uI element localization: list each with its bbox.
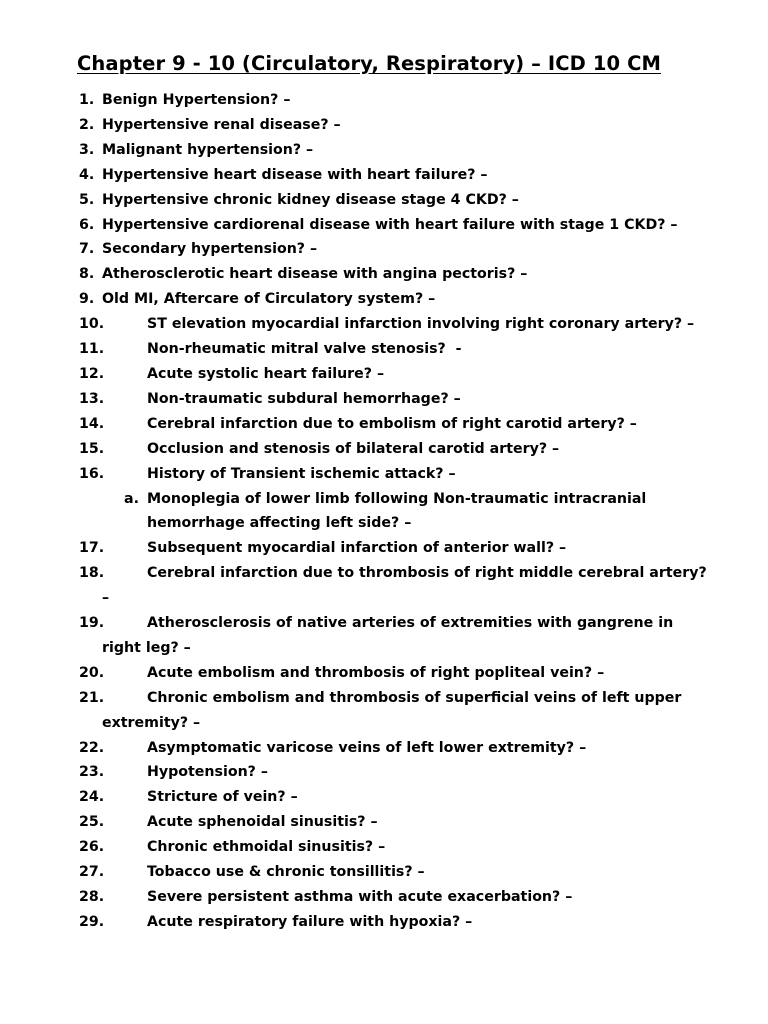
list-item bbox=[0, 262, 768, 287]
item-text: Secondary hypertension? – bbox=[102, 241, 318, 258]
list-item bbox=[0, 387, 768, 412]
item-number: 11. bbox=[79, 341, 105, 358]
item-number: 21. bbox=[79, 689, 105, 706]
item-number: 12. bbox=[79, 365, 105, 382]
item-text: Acute respiratory failure with hypoxia? – bbox=[147, 913, 473, 930]
item-number: 22. bbox=[79, 739, 105, 756]
item-text: Monoplegia of lower limb following Non-traumatic intracranial hemorrhage affecting left side? – bbox=[147, 490, 647, 532]
page-title: Chapter 9 - 10 (Circulatory, Respiratory) – ICD 10 CM bbox=[77, 52, 661, 75]
item-number: 18. bbox=[79, 565, 105, 582]
list-item bbox=[0, 337, 768, 362]
list-item bbox=[0, 661, 768, 686]
item-number: 13. bbox=[79, 390, 105, 407]
item-number: 16. bbox=[79, 465, 105, 482]
list-item bbox=[0, 760, 768, 785]
item-text: Hypertensive renal disease? – bbox=[102, 116, 341, 133]
list-item bbox=[0, 163, 768, 188]
item-text: Severe persistent asthma with acute exacerbation? – bbox=[147, 889, 573, 905]
item-text: Acute sphenoidal sinusitis? – bbox=[147, 814, 378, 831]
item-text: ST elevation myocardial infarction involving right coronary artery? – bbox=[147, 316, 695, 333]
list-item bbox=[0, 860, 768, 885]
list-item bbox=[0, 736, 768, 761]
list-item bbox=[0, 138, 768, 163]
list-item bbox=[0, 113, 768, 138]
list-item bbox=[0, 237, 768, 262]
item-number: 28. bbox=[79, 889, 105, 905]
item-letter: a. bbox=[124, 490, 139, 507]
item-text: Stricture of vein? – bbox=[147, 789, 298, 806]
item-number: 6. bbox=[79, 216, 95, 233]
list-item bbox=[0, 362, 768, 387]
item-text: Hypertensive heart disease with heart failure? – bbox=[102, 166, 488, 183]
item-number: 9. bbox=[79, 291, 95, 308]
item-text: Subsequent myocardial infarction of anterior wall? – bbox=[147, 540, 567, 557]
list-item bbox=[0, 885, 768, 910]
list-subitem bbox=[0, 487, 768, 537]
list-item bbox=[0, 312, 768, 337]
list-item bbox=[0, 561, 768, 611]
list-item bbox=[0, 437, 768, 462]
item-text: Atherosclerotic heart disease with angina pectoris? – bbox=[102, 266, 528, 283]
item-text: Malignant hypertension? – bbox=[102, 141, 314, 158]
list-item bbox=[0, 412, 768, 437]
item-number: 14. bbox=[79, 415, 105, 432]
item-text: Tobacco use & chronic tonsillitis? – bbox=[147, 864, 425, 881]
item-number: 3. bbox=[79, 141, 95, 158]
item-text: Hypertensive cardiorenal disease with heart failure with stage 1 CKD? – bbox=[102, 216, 678, 233]
list-item bbox=[0, 686, 768, 736]
item-text: Hypotension? – bbox=[147, 764, 268, 781]
item-text: Chronic ethmoidal sinusitis? – bbox=[147, 839, 386, 856]
item-number: 17. bbox=[79, 540, 105, 557]
list-item bbox=[0, 213, 768, 238]
item-text: Non-traumatic subdural hemorrhage? – bbox=[147, 390, 461, 407]
question-list bbox=[0, 88, 768, 935]
item-number: 8. bbox=[79, 266, 95, 283]
item-number: 19. bbox=[79, 615, 105, 632]
list-item bbox=[0, 835, 768, 860]
item-text: Occlusion and stenosis of bilateral carotid artery? – bbox=[147, 440, 560, 457]
item-text: Acute systolic heart failure? – bbox=[147, 365, 385, 382]
item-number: 29. bbox=[79, 913, 105, 930]
item-text: Cerebral infarction due to embolism of right carotid artery? – bbox=[147, 415, 637, 432]
item-number: 27. bbox=[79, 864, 105, 881]
item-number: 25. bbox=[79, 814, 105, 831]
item-number: 5. bbox=[79, 191, 95, 208]
item-text: Old MI, Aftercare of Circulatory system? – bbox=[102, 291, 436, 308]
item-text: History of Transient ischemic attack? – bbox=[147, 465, 456, 482]
item-text: Hypertensive chronic kidney disease stage 4 CKD? – bbox=[102, 191, 519, 208]
list-item bbox=[0, 536, 768, 561]
item-text: Non-rheumatic mitral valve stenosis? - bbox=[147, 341, 462, 358]
list-item bbox=[0, 785, 768, 810]
item-number: 10. bbox=[79, 316, 105, 333]
list-item bbox=[0, 188, 768, 213]
item-number: 23. bbox=[79, 764, 105, 781]
item-number: 1. bbox=[79, 92, 95, 108]
list-item bbox=[0, 88, 768, 113]
item-number: 24. bbox=[79, 789, 105, 806]
item-text: Acute embolism and thrombosis of right popliteal vein? – bbox=[147, 664, 605, 681]
list-item bbox=[0, 287, 768, 312]
list-item bbox=[0, 611, 768, 661]
item-text: Benign Hypertension? – bbox=[102, 92, 291, 108]
list-item bbox=[0, 910, 768, 935]
list-item bbox=[0, 462, 768, 487]
item-number: 4. bbox=[79, 166, 95, 183]
item-text: Cerebral infarction due to thrombosis of right middle cerebral artery? – bbox=[102, 565, 707, 607]
item-number: 26. bbox=[79, 839, 105, 856]
item-text: Asymptomatic varicose veins of left lower extremity? – bbox=[147, 739, 587, 756]
item-text: Chronic embolism and thrombosis of superficial veins of left upper extremity? – bbox=[102, 689, 682, 731]
item-number: 7. bbox=[79, 241, 95, 258]
list-item bbox=[0, 810, 768, 835]
item-text: Atherosclerosis of native arteries of extremities with gangrene in right leg? – bbox=[102, 615, 674, 656]
item-number: 20. bbox=[79, 664, 105, 681]
item-number: 2. bbox=[79, 116, 95, 133]
item-number: 15. bbox=[79, 440, 105, 457]
